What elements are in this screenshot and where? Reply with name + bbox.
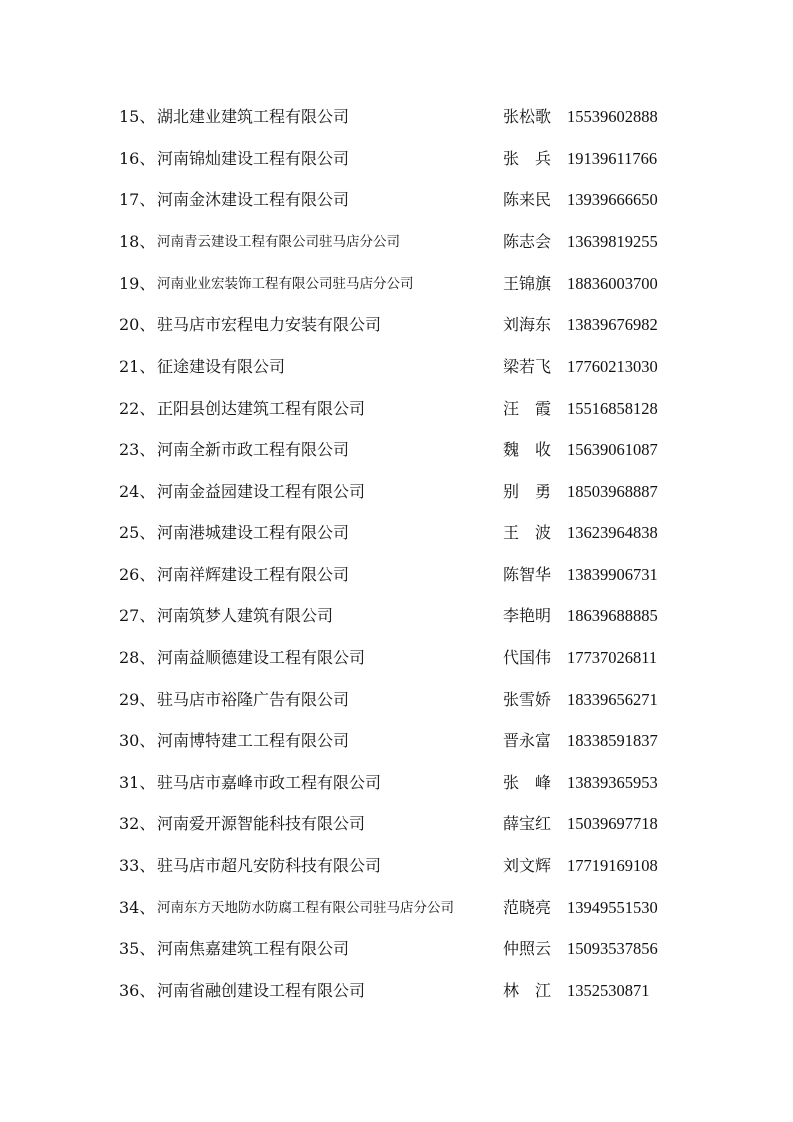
entry-number: 27、 [119, 606, 156, 625]
list-item [119, 395, 719, 423]
company-name: 河南博特建工工程有限公司 [157, 731, 350, 750]
phone-number: 17737026811 [567, 648, 658, 667]
contact-person: 仲照云 [503, 939, 552, 958]
phone-number: 13839676982 [567, 315, 658, 334]
list-item [119, 644, 719, 672]
phone-number: 18339656271 [567, 690, 658, 709]
entry-number: 19、 [119, 274, 156, 293]
contact-person: 晋永富 [503, 731, 552, 750]
company-name: 河南东方天地防水防腐工程有限公司驻马店分公司 [157, 900, 454, 916]
company-name: 驻马店市嘉峰市政工程有限公司 [157, 773, 382, 792]
list-item [119, 852, 719, 880]
contact-person: 薛宝红 [503, 814, 552, 833]
list-item [119, 894, 719, 922]
entry-number: 23、 [119, 440, 156, 459]
company-name: 河南金沐建设工程有限公司 [157, 190, 350, 209]
entry-number: 36、 [119, 981, 156, 1000]
phone-number: 18639688885 [567, 606, 658, 625]
phone-number: 13623964838 [567, 523, 658, 542]
company-name: 河南爱开源智能科技有限公司 [157, 814, 366, 833]
entry-number: 21、 [119, 357, 156, 376]
list-item [119, 602, 719, 630]
company-name: 河南筑梦人建筑有限公司 [157, 606, 334, 625]
list-item [119, 186, 719, 214]
contact-person: 刘文辉 [503, 856, 552, 875]
entry-number: 30、 [119, 731, 156, 750]
list-item [119, 810, 719, 838]
phone-number: 13839365953 [567, 773, 658, 792]
list-item [119, 519, 719, 547]
entry-number: 31、 [119, 773, 156, 792]
phone-number: 13949551530 [567, 898, 658, 917]
list-item [119, 436, 719, 464]
list-item [119, 561, 719, 589]
phone-number: 18836003700 [567, 274, 658, 293]
list-item [119, 270, 719, 298]
company-name: 河南青云建设工程有限公司驻马店分公司 [157, 234, 400, 250]
phone-number: 17719169108 [567, 856, 658, 875]
contact-person: 别 勇 [503, 482, 552, 501]
entry-number: 20、 [119, 315, 156, 334]
phone-number: 1352530871 [567, 981, 650, 1000]
list-item [119, 145, 719, 173]
contact-person: 陈志会 [503, 232, 552, 251]
company-name: 征途建设有限公司 [157, 357, 286, 376]
phone-number: 15516858128 [567, 399, 658, 418]
entry-number: 33、 [119, 856, 156, 875]
list-item [119, 727, 719, 755]
contact-person: 梁若飞 [503, 357, 552, 376]
list-item [119, 311, 719, 339]
contact-person: 魏 收 [503, 440, 552, 459]
company-name: 河南祥辉建设工程有限公司 [157, 565, 350, 584]
company-name: 驻马店市超凡安防科技有限公司 [157, 856, 382, 875]
contact-person: 陈智华 [503, 565, 552, 584]
contact-person: 范晓亮 [503, 898, 552, 917]
contact-person: 张雪娇 [503, 690, 552, 709]
contact-person: 代国伟 [503, 648, 552, 667]
company-name: 驻马店市宏程电力安装有限公司 [157, 315, 382, 334]
entry-number: 18、 [119, 232, 156, 251]
list-item [119, 228, 719, 256]
phone-number: 13839906731 [567, 565, 658, 584]
list-item [119, 478, 719, 506]
list-item [119, 353, 719, 381]
company-name: 驻马店市裕隆广告有限公司 [157, 690, 350, 709]
phone-number: 18503968887 [567, 482, 658, 501]
entry-number: 35、 [119, 939, 156, 958]
contact-person: 王锦旗 [503, 274, 552, 293]
contact-person: 张 峰 [503, 773, 552, 792]
entry-number: 17、 [119, 190, 156, 209]
contact-person: 刘海东 [503, 315, 552, 334]
phone-number: 15639061087 [567, 440, 658, 459]
contact-person: 李艳明 [503, 606, 552, 625]
phone-number: 15093537856 [567, 939, 658, 958]
company-name: 河南省融创建设工程有限公司 [157, 981, 366, 1000]
entry-number: 34、 [119, 898, 156, 917]
list-item [119, 686, 719, 714]
entry-number: 29、 [119, 690, 156, 709]
company-name: 河南港城建设工程有限公司 [157, 523, 350, 542]
contact-person: 陈来民 [503, 190, 552, 209]
phone-number: 19139611766 [567, 149, 658, 168]
phone-number: 18338591837 [567, 731, 658, 750]
entry-number: 16、 [119, 149, 156, 168]
entry-number: 25、 [119, 523, 156, 542]
list-item [119, 935, 719, 963]
company-name: 河南金益园建设工程有限公司 [157, 482, 366, 501]
contact-person: 张 兵 [503, 149, 552, 168]
list-item [119, 977, 719, 1005]
contact-person: 林 江 [503, 981, 552, 1000]
list-item [119, 103, 719, 131]
entry-number: 26、 [119, 565, 156, 584]
phone-number: 13939666650 [567, 190, 658, 209]
phone-number: 17760213030 [567, 357, 658, 376]
contact-person: 王 波 [503, 523, 552, 542]
company-name: 正阳县创达建筑工程有限公司 [157, 399, 366, 418]
phone-number: 13639819255 [567, 232, 658, 251]
company-name: 河南全新市政工程有限公司 [157, 440, 350, 459]
entry-number: 32、 [119, 814, 156, 833]
company-name: 河南业业宏装饰工程有限公司驻马店分公司 [157, 276, 414, 292]
contact-person: 张松歌 [503, 107, 552, 126]
company-name: 湖北建业建筑工程有限公司 [157, 107, 350, 126]
entry-number: 24、 [119, 482, 156, 501]
phone-number: 15039697718 [567, 814, 658, 833]
contact-person: 汪 霞 [503, 399, 552, 418]
phone-number: 15539602888 [567, 107, 658, 126]
company-name: 河南锦灿建设工程有限公司 [157, 149, 350, 168]
entry-number: 22、 [119, 399, 156, 418]
company-name: 河南焦嘉建筑工程有限公司 [157, 939, 350, 958]
list-item [119, 769, 719, 797]
entry-number: 28、 [119, 648, 156, 667]
entry-number: 15、 [119, 107, 156, 126]
company-name: 河南益顺德建设工程有限公司 [157, 648, 366, 667]
